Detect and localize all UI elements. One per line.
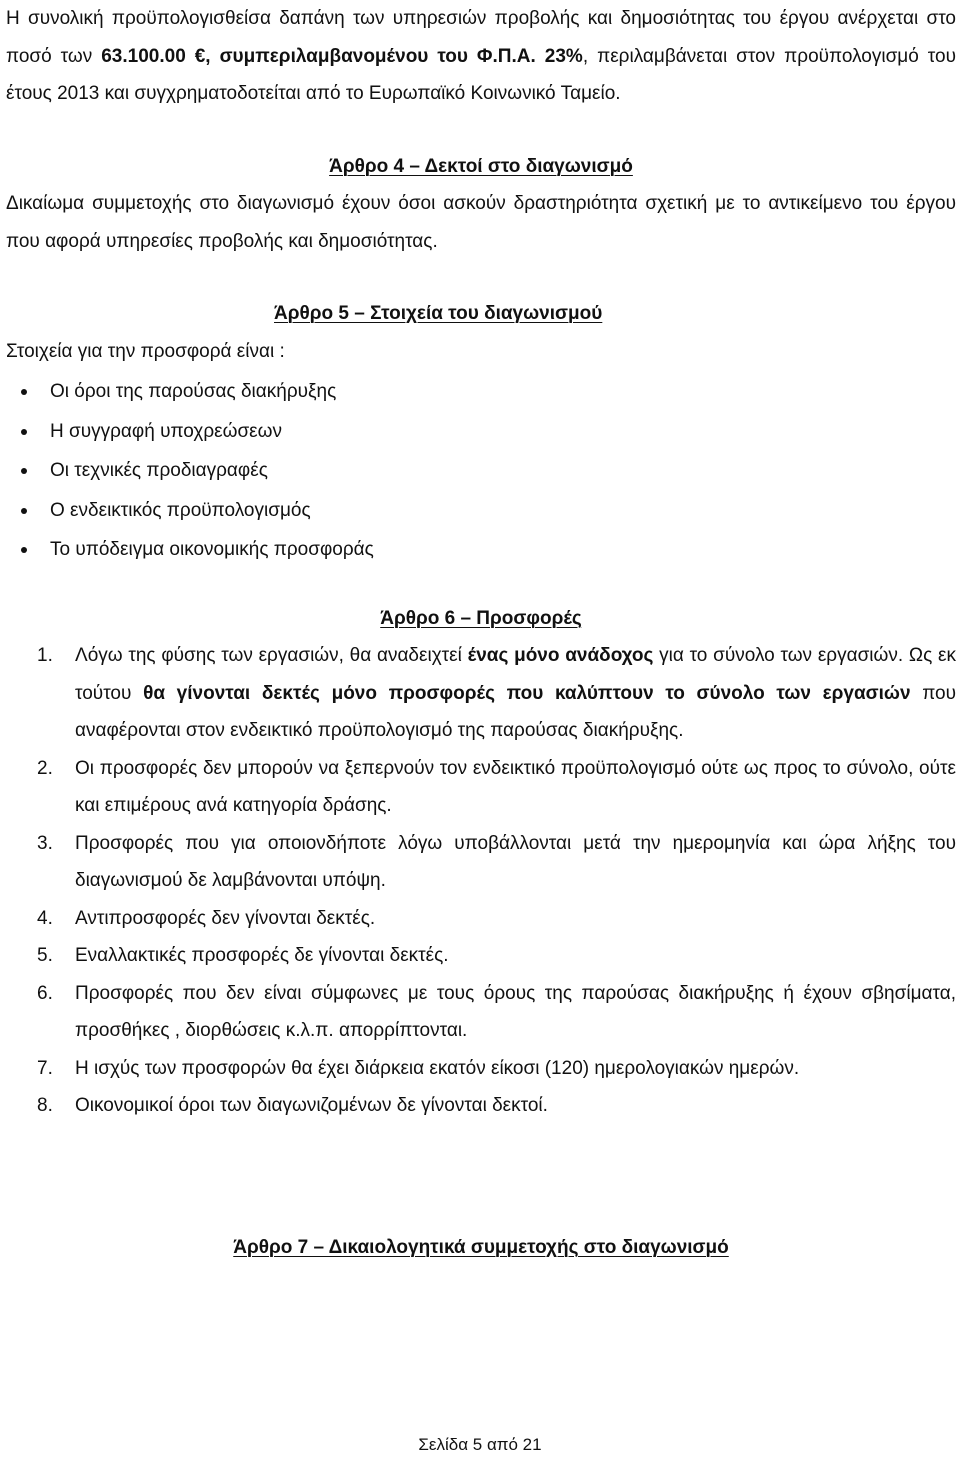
page-footer <box>0 1433 960 1457</box>
list-item: 7. Η ισχύς των προσφορών θα έχει διάρκεια εκατόν είκοσι (120) ημερολογιακών ημερών. <box>6 1050 956 1088</box>
list-item: 2. Οι προσφορές δεν μπορούν να ξεπερνούν τον ενδεικτικό προϋπολογισμό ούτε ως προς το σύνολο, ούτε και επιμέρους ανά κατηγορία δράσης. <box>6 750 956 825</box>
item-number: 7. <box>37 1057 53 1079</box>
list-item: 8. Οικονομικοί όροι των διαγωνιζομένων δε γίνονται δεκτοί. <box>6 1087 956 1125</box>
bullet-icon <box>21 429 27 435</box>
budget-text-start: Η συνολική προϋπολογισθείσα δαπάνη των υπηρεσιών προβολής και δημοσιότητας του έργου ανέρχεται στο ποσό των <box>6 8 956 67</box>
list-item: 6. Προσφορές που δεν είναι σύμφωνες με τους όρους της παρούσας διακήρυξης ή έχουν σβησίματα, προσθήκες , διορθώσεις κ.λ.π. απορρίπτονται. <box>6 975 956 1050</box>
bullet-icon <box>21 547 27 553</box>
bullet-icon <box>21 508 27 514</box>
bullet-icon <box>21 468 27 474</box>
list-item: Η συγγραφή υποχρεώσεων <box>6 412 956 452</box>
list-item: Οι τεχνικές προδιαγραφές <box>6 451 956 491</box>
item-number: 8. <box>37 1095 53 1116</box>
item-number: 3. <box>37 832 53 854</box>
list-item: 4. Αντιπροσφορές δεν γίνονται δεκτές. <box>6 900 956 938</box>
article-5-lead: Στοιχεία για την προσφορά είναι : <box>6 340 285 362</box>
budget-paragraph <box>6 0 956 113</box>
document-page <box>6 0 956 1266</box>
article-4-title: Άρθρο 4 – Δεκτοί στο διαγωνισμό <box>329 155 633 177</box>
list-item: Ο ενδεικτικός προϋπολογισμός <box>6 491 956 531</box>
bullet-icon <box>21 389 27 395</box>
item-number: 1. <box>37 645 53 666</box>
item-number: 4. <box>37 907 53 929</box>
article-6-title: Άρθρο 6 – Προσφορές <box>380 607 582 629</box>
list-item: 3. Προσφορές που για οποιονδήποτε λόγω υποβάλλονται μετά την ημερομηνία και ώρα λήξης του διαγωνισμού δε λαμβάνονται υπόψη. <box>6 825 956 900</box>
article-5-title: Άρθρο 5 – Στοιχεία του διαγωνισμού <box>274 303 603 324</box>
list-item: Το υπόδειγμα οικονομικής προσφοράς <box>6 530 956 570</box>
page-number: Σελίδα 5 από 21 <box>418 1435 542 1454</box>
article-7-title: Άρθρο 7 – Δικαιολογητικά συμμετοχής στο διαγωνισμό <box>233 1236 729 1258</box>
list-item: 1. Λόγω της φύσης των εργασιών, θα αναδειχτεί ένας μόνο ανάδοχος για το σύνολο των εργασιών. Ως εκ τούτου θα γίνονται δεκτές μόνο προσφορές που καλύπτουν το σύνολο των εργασιών που αναφέρονται στον ενδεικτικό προϋπολογισμό της παρούσας διακήρυξης. <box>6 637 956 750</box>
article-5-list <box>6 372 956 570</box>
list-item: 5. Εναλλακτικές προσφορές δε γίνονται δεκτές. <box>6 937 956 975</box>
article-4-text: Δικαίωμα συμμετοχής στο διαγωνισμό έχουν όσοι ασκούν δραστηριότητα σχετική με το αντικείμενο του έργου που αφορά υπηρεσίες προβολής και δημοσιότητας. <box>6 193 956 252</box>
item-number: 2. <box>37 757 53 779</box>
item-number: 6. <box>37 982 53 1004</box>
budget-text-end: , περιλαμβάνεται στον προϋπολογισμό του έτους 2013 και συγχρηματοδοτείται από το Ευρωπαϊκό Κοινωνικό Ταμείο. <box>6 45 956 104</box>
item-number: 5. <box>37 945 53 966</box>
list-item: Οι όροι της παρούσας διακήρυξης <box>6 372 956 412</box>
article-6-list <box>6 637 956 1125</box>
budget-amount: 63.100.00 €, συμπεριλαμβανομένου του Φ.Π.Α. 23% <box>101 45 583 67</box>
